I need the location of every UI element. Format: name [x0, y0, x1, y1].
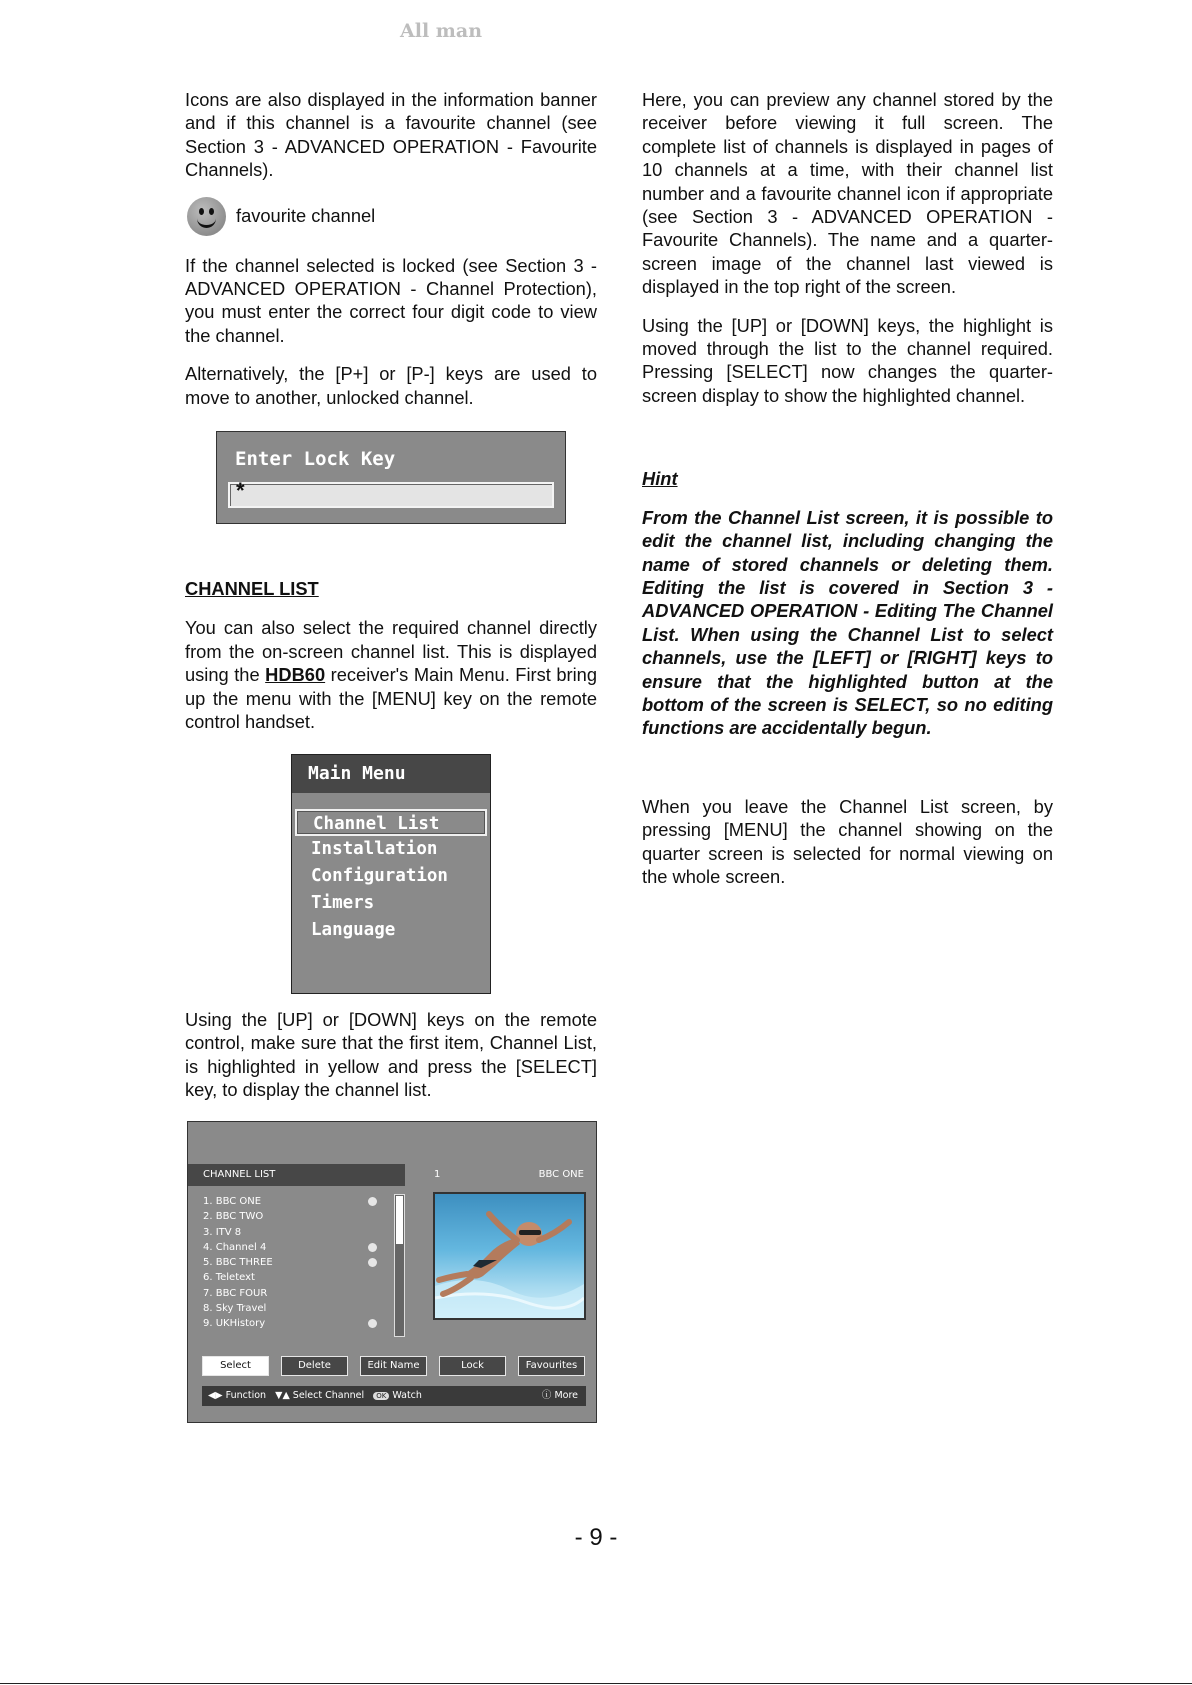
delete-button[interactable]: Delete: [281, 1356, 348, 1376]
current-channel-number: 1: [434, 1169, 441, 1180]
scroll-thumb[interactable]: [396, 1196, 403, 1244]
list-item[interactable]: 9. UKHistory: [203, 1316, 373, 1331]
list-item[interactable]: 5. BBC THREE: [203, 1255, 373, 1270]
left-column: [185, 88, 597, 424]
main-menu-screenshot: [291, 754, 491, 994]
favourite-icon: [368, 1197, 377, 1206]
page-number: - 9 -: [574, 1524, 618, 1551]
help-function: Function: [225, 1390, 267, 1401]
left-column-lower: [185, 577, 597, 748]
lock-key-value: *: [236, 478, 245, 503]
paragraph-locked: If the channel selected is locked (see Section 3 - ADVANCED OPERATION - Channel Protection), you must enter the correct four digit code to view the channel.: [185, 254, 597, 346]
menu-item-configuration[interactable]: Configuration: [311, 866, 448, 886]
left-column-bottom: [185, 1008, 597, 1117]
list-item[interactable]: 8. Sky Travel: [203, 1303, 267, 1315]
paragraph-info-banner: Icons are also displayed in the information banner and if this channel is a favourite channel (see Section 3 - ADVANCED OPERATION - Favourite Channels).: [185, 89, 597, 181]
menu-item-language[interactable]: Language: [311, 920, 396, 940]
favourite-icon: [368, 1258, 377, 1267]
paragraph-select-channel-list: Using the [UP] or [DOWN] keys on the remote control, make sure that the first item, Channel List, is highlighted in yellow and press the [SELECT] key, to display the channel list.: [185, 1009, 597, 1101]
menu-item-channel-list[interactable]: Channel List: [295, 809, 487, 836]
menu-item-timers[interactable]: Timers: [311, 893, 375, 913]
section-heading: CHANNEL LIST: [185, 578, 319, 599]
paragraph-alternatively: Alternatively, the [P+] or [P-] keys are used to move to another, unlocked channel.: [185, 363, 597, 408]
info-icon: ⓘ: [541, 1390, 552, 1401]
help-select-channel: Select Channel: [292, 1390, 365, 1401]
right-column: [642, 88, 1053, 903]
current-channel-name: BBC ONE: [538, 1169, 584, 1180]
lock-key-input[interactable]: [228, 478, 554, 508]
list-item[interactable]: 1. BBC ONE: [203, 1194, 373, 1209]
edit-name-button[interactable]: Edit Name: [360, 1356, 427, 1376]
list-item[interactable]: 4. Channel 4: [203, 1240, 373, 1255]
favourites-button[interactable]: Favourites: [518, 1356, 585, 1376]
ok-key-icon: OK: [373, 1392, 389, 1400]
list-item[interactable]: 3. ITV 8: [203, 1226, 242, 1238]
paragraph-preview: Here, you can preview any channel stored by the receiver before viewing it full screen. The complete list of channels is displayed in pages of 10 channels at a time, with their channel list number and a favourite channel icon if appropriate (see Section 3 - ADVANCED OPERATION - Favourite Channels). The name and a quarter-screen image of the channel last viewed is displayed in the top right of the screen.: [642, 89, 1053, 298]
left-right-arrows-icon: ◀▶: [208, 1390, 223, 1401]
favourite-icon: [368, 1319, 377, 1328]
favourite-icon: [368, 1243, 377, 1252]
list-item[interactable]: 2. BBC TWO: [203, 1211, 264, 1223]
bottom-rule: [0, 1683, 1192, 1684]
select-button[interactable]: Select: [202, 1356, 269, 1376]
list-item[interactable]: 7. BBC FOUR: [203, 1287, 268, 1299]
menu-item-installation[interactable]: Installation: [311, 839, 438, 859]
help-watch: Watch: [392, 1390, 422, 1401]
channel-list: [203, 1194, 373, 1332]
swimmer-image: [435, 1194, 584, 1318]
smiley-favourite-icon: [187, 197, 226, 236]
channel-list-header: CHANNEL LIST: [188, 1164, 405, 1186]
up-down-arrows-icon: ▼▲: [275, 1390, 290, 1401]
favourite-legend: [187, 197, 597, 236]
channel-scrollbar[interactable]: [394, 1194, 405, 1337]
favourite-label: favourite channel: [236, 205, 376, 227]
paragraph-channel-list: You can also select the required channel directly from the on-screen channel list. This is displayed using the HDB60 receiver's Main Menu. First bring up the menu with the [MENU] key on the remote control handset.: [185, 617, 598, 733]
lock-key-title: Enter Lock Key: [235, 448, 396, 470]
hint-title: Hint: [642, 468, 678, 490]
model-name: HDB60: [265, 664, 326, 686]
paragraph-leave-screen: When you leave the Channel List screen, by pressing [MENU] the channel showing on the quarter screen is selected for normal viewing on the whole screen.: [642, 795, 1053, 887]
channel-action-buttons: [202, 1356, 585, 1376]
paragraph-highlight: Using the [UP] or [DOWN] keys, the highlight is moved through the list to the channel required. Pressing [SELECT] now changes the quarter-screen display to show the highlighted channel.: [642, 314, 1053, 406]
channel-preview-image: [433, 1192, 586, 1320]
hint-text: From the Channel List screen, it is possible to edit the channel list, including changing the name of stored channels or deleting them. Editing the list is covered in Section 3 - ADVANCED OPERATION - Editing The Channel List. When using the Channel List to select channels, use the [LEFT] or [RIGHT] keys to ensure that the highlighted button at the bottom of the screen is SELECT, so no editing functions are accidentally begun.: [642, 506, 1053, 739]
help-more: ⓘ More: [541, 1390, 578, 1401]
lock-button[interactable]: Lock: [439, 1356, 506, 1376]
channel-list-screenshot: [187, 1121, 597, 1423]
main-menu-list: [292, 809, 490, 944]
watermark: All man: [400, 20, 483, 42]
help-bar: [202, 1386, 586, 1406]
lock-key-dialog: [216, 431, 566, 524]
list-item[interactable]: 6. Teletext: [203, 1272, 255, 1284]
main-menu-title: Main Menu: [292, 755, 490, 793]
